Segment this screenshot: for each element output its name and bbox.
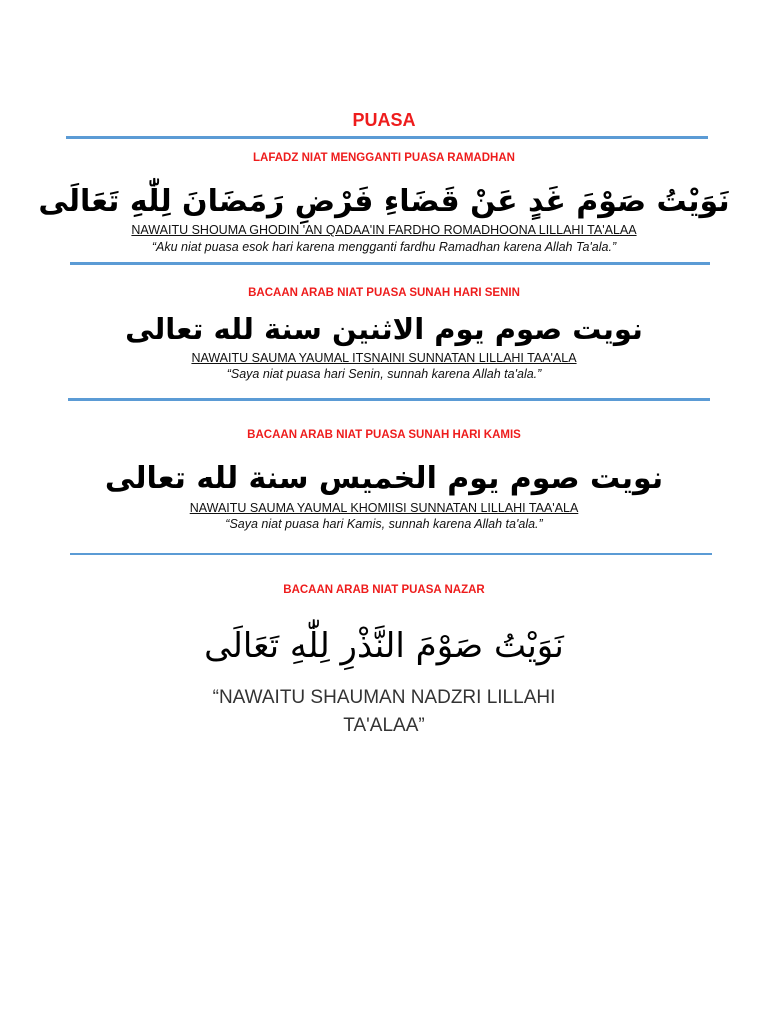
divider — [68, 398, 710, 401]
arabic-text: نَوَيْتُ صَوْمَ النَّذْرِ لِلّٰهِ تَعَالَى — [204, 626, 564, 666]
arabic-text: نويت صوم يوم الخميس سنة لله تعالى — [104, 461, 664, 496]
arabic-text: نَوَيْتُ صَوْمَ غَدٍ عَنْ قَضَاءِ فَرْضِ رَمَضَانَ لِلّٰهِ تَعَالَى — [38, 184, 730, 219]
section-heading: BACAAN ARAB NIAT PUASA SUNAH HARI SENIN — [248, 287, 520, 299]
latin-text: NAWAITU SAUMA YAUMAL ITSNAINI SUNNATAN LILLAHI TAA'ALA — [191, 351, 577, 365]
divider — [70, 553, 712, 555]
latin-transliteration-line2: TA'ALAA” — [343, 715, 425, 736]
latin-transliteration — [0, 501, 768, 515]
page-title: PUASA — [352, 110, 416, 130]
latin-text: NAWAITU SHOUMA GHODIN 'AN QADAA'IN FARDHO ROMADHOONA LILLAHI TA'ALAA — [131, 223, 637, 237]
divider — [66, 136, 708, 139]
latin-transliteration — [0, 351, 768, 365]
translation: “Saya niat puasa hari Kamis, sunnah karena Allah ta'ala.” — [225, 517, 543, 531]
latin-transliteration — [0, 223, 768, 237]
section-heading: BACAAN ARAB NIAT PUASA SUNAH HARI KAMIS — [247, 429, 521, 441]
translation: “Saya niat puasa hari Senin, sunnah karena Allah ta'ala.” — [226, 367, 542, 381]
latin-text: NAWAITU SAUMA YAUMAL KHOMIISI SUNNATAN LILLAHI TAA'ALA — [189, 501, 579, 515]
latin-transliteration: “NAWAITU SHAUMAN NADZRI LILLAHI — [212, 687, 556, 708]
section-heading: LAFADZ NIAT MENGGANTI PUASA RAMADHAN — [253, 152, 515, 164]
arabic-text: نويت صوم يوم الاثنين سنة لله تعالى — [125, 312, 643, 346]
divider — [70, 262, 710, 265]
section-heading: BACAAN ARAB NIAT PUASA NAZAR — [283, 584, 485, 596]
translation: “Aku niat puasa esok hari karena mengganti fardhu Ramadhan karena Allah Ta'ala.” — [151, 240, 617, 254]
